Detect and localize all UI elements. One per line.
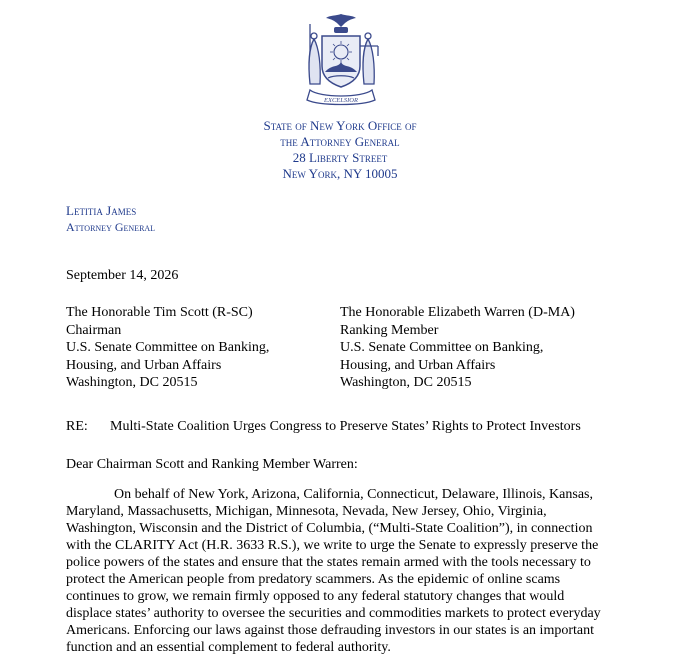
letter-date: September 14, 2026 — [66, 268, 179, 283]
recipient-address-left — [66, 304, 269, 392]
letterhead-line: the Attorney General — [280, 134, 400, 149]
signatory-title: Attorney General — [66, 220, 156, 234]
motto-ribbon — [307, 90, 375, 105]
body-line: police powers of the states and ensure that the states remain armed with the tools necessary to — [66, 555, 591, 570]
body-line: Americans. Enforcing our laws against those defrauding investors in our states is an important — [66, 623, 594, 638]
letterhead — [0, 118, 680, 182]
recipient-address-right — [340, 304, 575, 392]
subject-label: RE: — [66, 419, 88, 434]
signatory-name: Letitia James — [66, 203, 137, 218]
address-line: Ranking Member — [340, 322, 439, 338]
address-line: Washington, DC 20515 — [66, 375, 198, 390]
address-line: Chairman — [66, 322, 122, 338]
subject-line — [66, 419, 581, 435]
subject-text: Multi-State Coalition Urges Congress to Preserve States’ Rights to Protect Investors — [110, 419, 581, 434]
address-line: Housing, and Urban Affairs — [66, 357, 222, 373]
new-york-state-seal — [296, 10, 386, 108]
shield-icon — [322, 36, 360, 87]
letter-body — [66, 486, 626, 656]
body-line: Maryland, Massachusetts, Michigan, Minnesota, Nevada, New Jersey, Ohio, Virginia, — [66, 504, 547, 519]
eagle-icon — [326, 14, 356, 33]
address-line: U.S. Senate Committee on Banking, — [66, 340, 270, 355]
address-line: The Honorable Tim Scott (R-SC) — [66, 305, 253, 320]
address-line: The Honorable Elizabeth Warren (D-MA) — [340, 305, 575, 320]
liberty-figure-icon — [309, 24, 320, 84]
signatory-block — [66, 203, 155, 235]
body-line: protect the American people from predatory scammers. As the epidemic of online scams — [66, 572, 561, 587]
address-line: Housing, and Urban Affairs — [340, 357, 496, 373]
letterhead-line: 28 Liberty Street — [292, 150, 388, 165]
address-line: Washington, DC 20515 — [340, 375, 472, 390]
salutation: Dear Chairman Scott and Ranking Member Warren: — [66, 457, 358, 472]
body-line: with the CLARITY Act (H.R. 3633 R.S.), we write to urge the Senate to expressly preserve the — [66, 538, 599, 553]
seal-motto: EXCELSIOR — [324, 97, 358, 104]
body-line: displace states’ authority to oversee the securities and commodities markets to protect everyday — [66, 606, 601, 621]
justice-figure-icon — [360, 33, 378, 84]
body-line: Washington, Wisconsin and the District of Columbia, (“Multi-State Coalition”), in connection — [66, 521, 593, 536]
letterhead-line: New York, NY 10005 — [282, 166, 398, 181]
letterhead-line: State of New York Office of — [263, 118, 417, 133]
body-line: function and an essential complement to federal authority. — [66, 640, 391, 655]
body-line: On behalf of New York, Arizona, California, Connecticut, Delaware, Illinois, Kansas, — [114, 487, 593, 502]
address-line: U.S. Senate Committee on Banking, — [340, 340, 544, 355]
body-line: continues to grow, we remain firmly opposed to any federal statutory changes that would — [66, 589, 565, 604]
